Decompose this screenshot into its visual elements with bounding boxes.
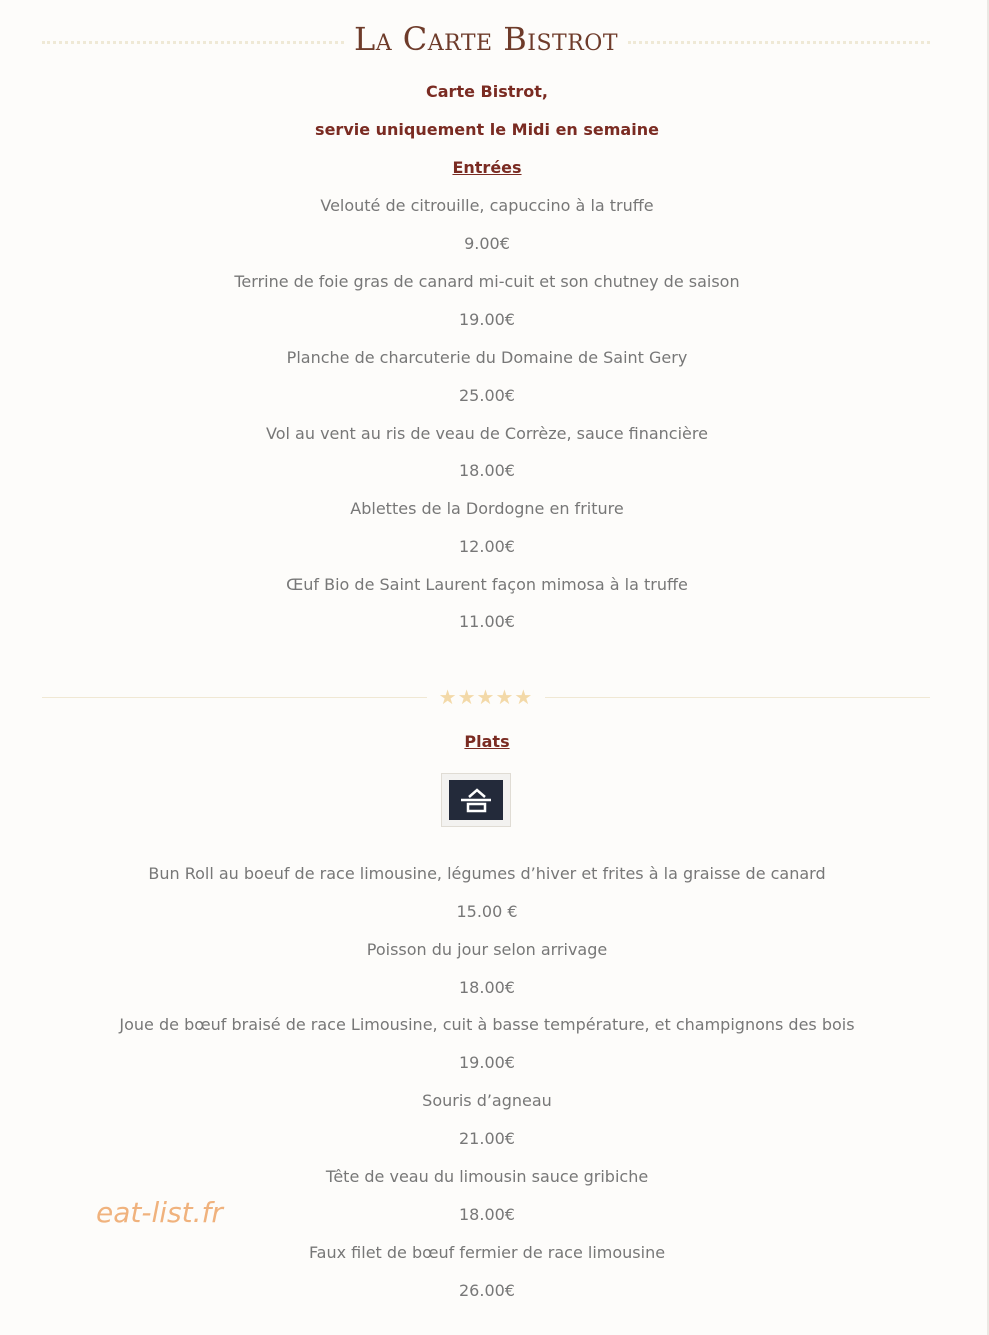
plat-name: Joue de bœuf braisé de race Limousine, cuit à basse température, et champignons des bois [119,1015,855,1034]
title-left-divider [42,41,344,44]
title-row [42,14,930,64]
entree-price: 18.00€ [459,461,515,480]
plat-name: Souris d’agneau [422,1091,552,1110]
house-logo-icon [449,780,503,820]
plat-price: 15.00 € [456,902,518,921]
subtitle-line-2: servie uniquement le Midi en semaine [315,120,659,139]
plat-price: 18.00€ [459,1205,515,1224]
plat-name: Poisson du jour selon arrivage [366,940,608,959]
entree-price: 12.00€ [459,537,515,556]
entrees-heading: Entrées [452,158,522,177]
plat-price: 19.00€ [459,1053,515,1072]
entree-price: 25.00€ [459,386,515,405]
plat-name: Faux filet de bœuf fermier de race limousine [308,1243,666,1262]
plat-price: 26.00€ [459,1281,515,1300]
stars-icon: ★★★★★ [438,685,534,709]
restaurant-logo [441,773,511,827]
subtitle-line-1: Carte Bistrot, [426,82,548,101]
watermark: eat-list.fr [96,1196,223,1229]
entree-name: Planche de charcuterie du Domaine de Saint Gery [286,348,688,367]
entree-name: Velouté de citrouille, capuccino à la truffe [320,196,654,215]
entree-price: 19.00€ [459,310,515,329]
page-title: La Carte Bistrot [354,20,618,58]
entree-price: 9.00€ [464,234,510,253]
divider-left-rule [42,697,427,698]
plat-name: Bun Roll au boeuf de race limousine, légumes d’hiver et frites à la graisse de canard [148,864,826,883]
entree-name: Vol au vent au ris de veau de Corrèze, sauce financière [266,424,708,443]
title-right-divider [628,41,930,44]
entree-name: Terrine de foie gras de canard mi-cuit et son chutney de saison [234,272,740,291]
plat-price: 21.00€ [459,1129,515,1148]
divider-right-rule [545,697,930,698]
plat-price: 18.00€ [459,978,515,997]
entree-price: 11.00€ [459,612,515,631]
plats-heading: Plats [464,732,510,751]
plat-name: Tête de veau du limousin sauce gribiche [325,1167,649,1186]
entree-name: Œuf Bio de Saint Laurent façon mimosa à la truffe [286,575,688,594]
section-divider [42,685,930,709]
entree-name: Ablettes de la Dordogne en friture [350,499,624,518]
